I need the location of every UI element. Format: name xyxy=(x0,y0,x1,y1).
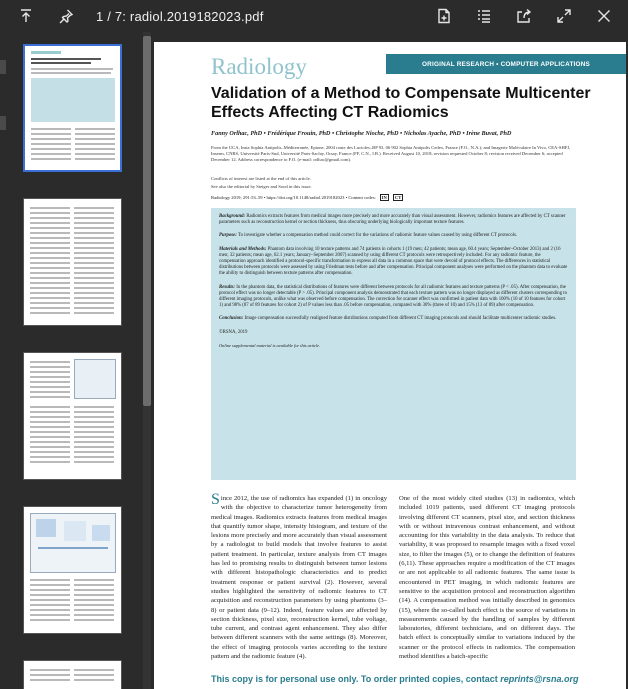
page-thumbnail-3[interactable] xyxy=(23,352,122,480)
document-title: 1 / 7: radiol.2019182023.pdf xyxy=(96,8,264,24)
pane-edge-marker xyxy=(0,116,6,130)
abstract-copyright: ©RSNA, 2019 xyxy=(219,329,248,335)
expand-icon xyxy=(556,8,572,24)
expand-button[interactable] xyxy=(544,0,584,32)
fullscreen-exit-icon xyxy=(18,8,34,24)
article-affiliation: From the UCA, Inria Sophia Antipolis–Méditerranée, Epione, 2004 route des Lucioles–BP 93, 06 902 Sophia Antipolis Cedex, France (F.O., N.A.); and Imagerie Moléculaire In Vivo, CEA-SHFJ, Inserm, CNRS, Université Paris-Sud, Université Paris-Saclay, Orsay, France (FF, C.N., I.B.). Received August 10, 2018; revision requested October 8; revision received December 6; accepted December 12. Address correspondence to F.O. (e-mail: orlhac@gmail.com). xyxy=(211,145,571,162)
list-icon xyxy=(476,8,492,24)
share-icon xyxy=(516,8,532,24)
article-title: Validation of a Method to Compensate Multicenter Effects Affecting CT Radiomics xyxy=(211,85,591,121)
abstract-background: Background: Radiomics extracts features from medical images more precisely and more accurately than visual assessment. However, radiomics features are affected by CT scanner parameters such as reconstruction kernel or section thickness, thus obscuring underlying biologically important texture features. xyxy=(219,214,566,226)
add-note-button[interactable] xyxy=(424,0,464,32)
body-column-left xyxy=(211,491,387,661)
close-icon xyxy=(596,8,612,24)
citation-text: Radiology 2019; 291:53–59 • https://doi.org/10.1148/radiol.2019182023 • Content codes: xyxy=(211,195,376,200)
supplemental-note: Online supplemental material is available for this article. xyxy=(219,342,321,348)
document-view[interactable] xyxy=(152,32,628,689)
share-button[interactable] xyxy=(504,0,544,32)
content-code: IN xyxy=(381,195,387,200)
citation-line xyxy=(211,194,403,201)
pdf-page xyxy=(154,42,626,689)
abstract-box xyxy=(211,208,576,480)
abstract-methods: Materials and Methods: Phantom data involving 10 texture patterns and 74 patients in cohorts 1 (19 men; 42 patients; mean age, 60.4 years; September–October 2013) and 2 (16 men; 32 patients; mean age, 62.1 years; January–September 2007) scanned by using different CT protocols were retrospectively included. For any radiomic feature, the compensation approach identified a protocol-specific transformation to express all data in a common space that were devoid of protocol effects. The differences in statistical distributions between protocols were assessed by using Friedman tests before and after compensation. Principal component analyses were performed on the phantom data to evaluate the ability to distinguish between texture patterns after compensation. xyxy=(219,246,568,277)
page-thumbnail-4[interactable] xyxy=(23,506,122,634)
toolbar xyxy=(0,0,628,32)
conflicts-note: Conflicts of interest are listed at the end of this article. xyxy=(211,176,311,181)
reprint-email-link[interactable]: reprints@rsna.org xyxy=(500,674,579,684)
pin-icon xyxy=(58,8,74,24)
close-button[interactable] xyxy=(584,0,624,32)
article-type-band: ORIGINAL RESEARCH • COMPUTER APPLICATIONS xyxy=(386,54,626,74)
page-thumbnail-2[interactable] xyxy=(23,198,122,326)
abstract-purpose: Purpose: To investigate whether a compensation method could correct for the variations of radiomic feature values caused by using different CT protocols. xyxy=(219,233,518,239)
abstract-results: Results: In the phantom data, the statistical distributions of features were different between protocols for all radiomic features and texture patterns (P < .05). After compensation, the protocol effect was no longer detectable (P > .05). Principal component analysis demonstrated that each texture pattern was no longer displayed as different clusters corresponding to different imaging protocols, unlike what was observed before compensation. The correction for scanner effect was confirmed in patient data with 100% (10 of 10 features for cohort 1) and 98% (87 of 89 features for cohort 2) of P values less than .05 before compensation, compared with 30% (three of 10) and 15% (13 of 89) after compensation. xyxy=(219,284,568,309)
body-text-left: ince 2012, the use of radiomics has expanded (1) in oncology with the objective to characterize tumor heterogeneity from medical images. Radiomics extracts features from medical images that quantify tumor shape, intensity histogram, and texture of the lesions more precisely and more accurately than visual assessment by a radiologist to build models that involve features to assist patient treatment. In particular, texture analysis from CT images has led to promising results to distinguish between tumor lesions with different histopathologic characteristics and to predict treatment response or patient survival (2). However, several studies highlighted the sensitivity of radiomic features to CT acquisition and reconstruction parameters by using phantoms (3–8) or patient data (9–12). Indeed, feature values are affected by section thickness, pixel size, reconstruction kernel, tube voltage, tube current, and contrast agent enhancement. They also differ between different scanners with the same settings (8). Moreover, the effect of imaging protocols varies according to the texture pattern and the radiomic feature (4). xyxy=(211,495,387,661)
abstract-conclusion: Conclusion: Image compensation successfully realigned feature distributions computed from different CT imaging protocols and should facilitate multicenter radiomic studies. xyxy=(219,316,557,322)
reprint-footer: This copy is for personal use only. To order printed copies, contact reprints@rsna.org xyxy=(211,674,579,684)
drop-cap: S xyxy=(211,491,220,508)
fullscreen-exit-button[interactable] xyxy=(6,0,46,32)
page-thumbnail-5[interactable] xyxy=(23,660,122,689)
thumbnail-pane[interactable] xyxy=(0,32,152,689)
article-authors: Fanny Orlhac, PhD • Frédérique Frouin, PhD • Christophe Nioche, PhD • Nicholas Ayache, PhD • Irène Buvat, PhD xyxy=(211,130,512,137)
article-body xyxy=(211,491,576,661)
body-column-right: One of the most widely cited studies (13) in radiomics, which included 1019 patients, used different CT imaging protocols involving different CT scanners, pixel size, and section thickness with or without intravenous contrast enhancement, and without accounting for this variability in the data analysis. To reduce that variability, it was proposed to resample images with a fixed voxel size, to filter the images (5), or to change the definition of features (6,11). These approaches require a modification of the CT images or are not applicable to all radiomic features. The same issue is encountered in PET imaging, in which radiomic features are sensitive to the acquisition protocol and reconstruction algorithm (14). A compensation method was initially described in genomics (15), where the so-called batch effect is the source of variations in measurements caused by the handling of samples by different laboratories, different technicians, and on different days. The batch effect is conceptually similar to variations induced by the scanner or the protocol effects in radiomics. The compensation method identifies a batch-specific xyxy=(399,495,575,661)
add-note-icon xyxy=(436,8,452,24)
thumbnail-scrollbar-thumb[interactable] xyxy=(143,36,151,406)
editorial-note: See also the editorial by Steiger and Sood in this issue. xyxy=(211,184,312,189)
list-button[interactable] xyxy=(464,0,504,32)
pane-edge-marker xyxy=(0,60,6,74)
page-thumbnail-1[interactable] xyxy=(23,44,122,172)
content-code: CT xyxy=(394,195,402,200)
pin-button[interactable] xyxy=(46,0,86,32)
journal-logo: Radiology xyxy=(211,54,307,79)
